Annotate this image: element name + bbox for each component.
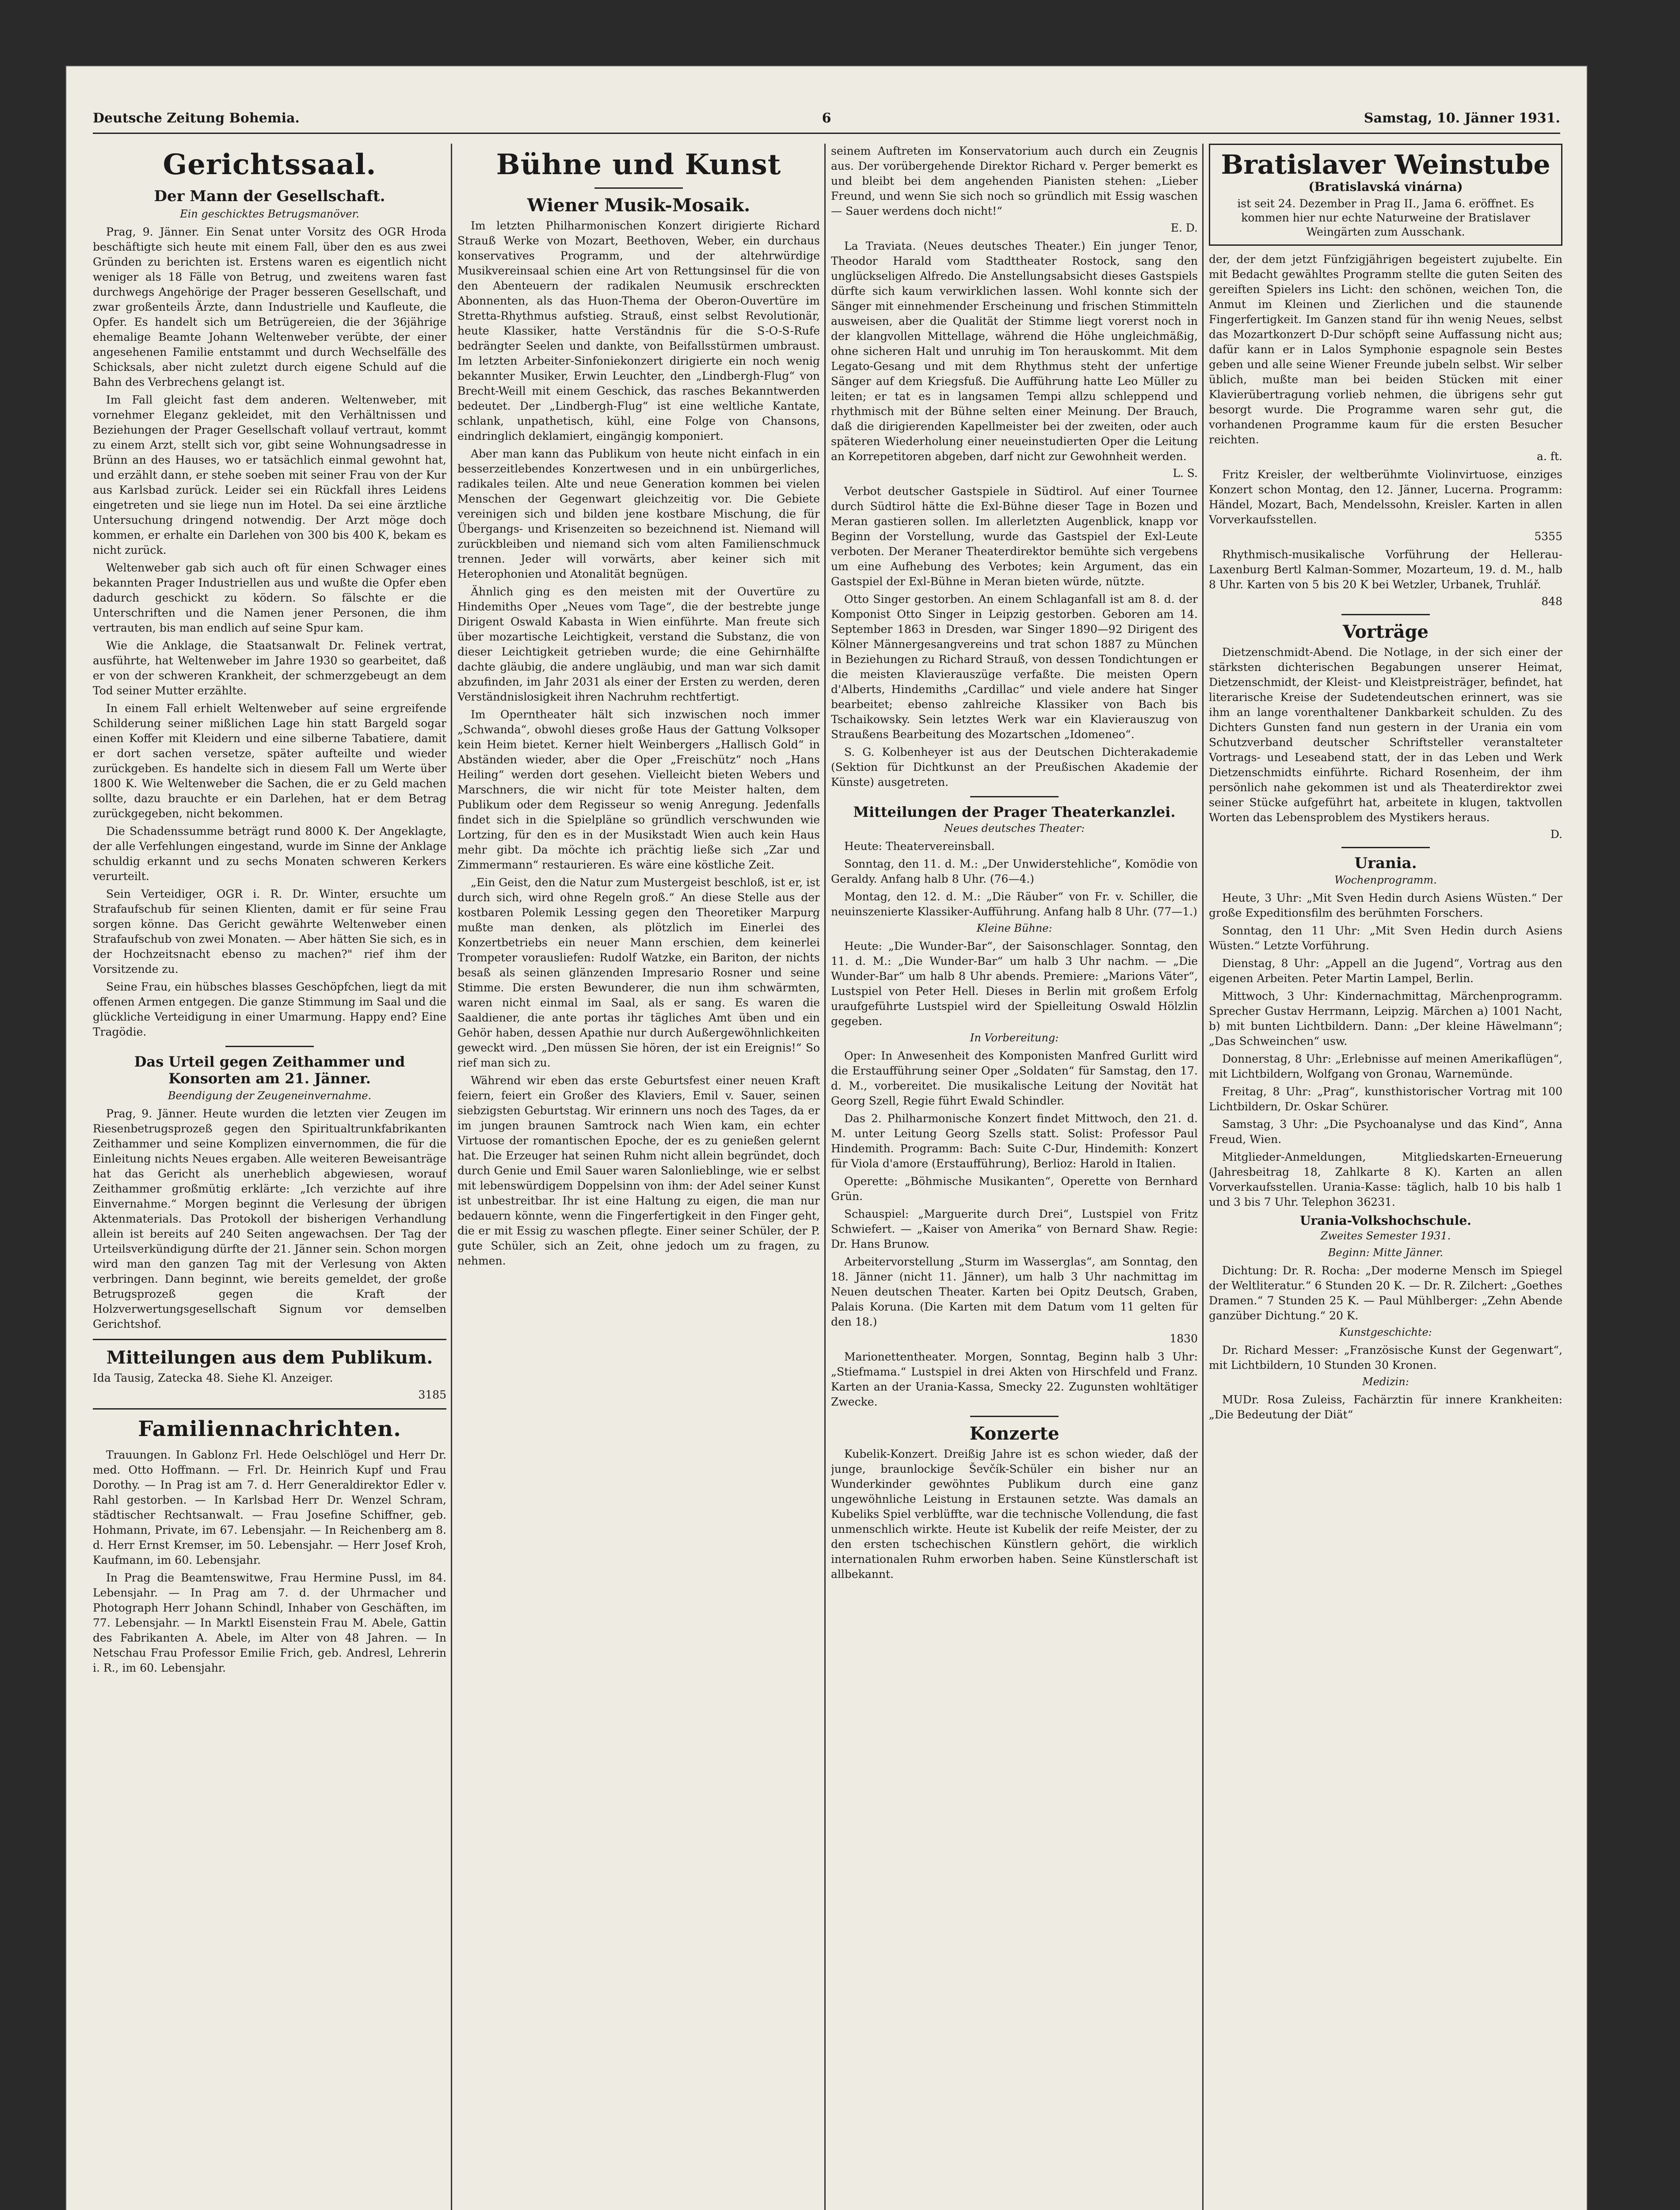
article-paragraph: seinem Auftreten im Konservatorium auch durch ein Zeugnis aus. Der vorübergehende Direktor Richard v. Perger bemerkt es und bleibt bei dem angehenden Pianisten stehen: „Lieber Freund, und wenn Sie sich noch so gründlich mit Essig waschen — Sauer werdens doch nicht!“ (831, 145, 1198, 217)
article-paragraph: Wie die Anklage, die Staatsanwalt Dr. Felinek vertrat, ausführte, hat Weltenweber im Jahre 1930 so gearbeitet, daß er von der schweren Krankheit, der schmerzgebeugt an dem Tod seiner Mutter erzählte. (93, 639, 446, 697)
column-rule (451, 144, 452, 2210)
article-paragraph: Im Fall gleicht fast dem anderen. Weltenweber, mit vornehmer Eleganz gekleidet, mit den Verhältnissen und Beziehungen der Prager Gesellschaft vollauf vertraut, kommt zu einem Arzt, stellt sich vor, gibt seine Wohnungsadresse in Brünn an des Hauses, wo er tatsächlich einmal gewohnt hat, und erzählt dann, er stehe soeben mit seiner Frau von der Kur aus Karlsbad zurück. Leider sei ein Rückfall ihres Leidens eingetreten und sie liege nun im Hotel. Da sei eine ärztliche Untersuchung dringend notwendig. Der Arzt möge doch kommen, er erhalte ein Darlehen von 300 bis 400 K, bekam es nicht zurück. (93, 393, 446, 556)
vhs-entry: MUDr. Rosa Zuleiss, Fachärztin für innere Krankheiten: „Die Bedeutung der Diät“ (1209, 1393, 1562, 1421)
masthead-left: Deutsche Zeitung Bohemia. (93, 110, 300, 126)
divider (970, 1416, 1059, 1417)
program-entry: Das 2. Philharmonische Konzert findet Mittwoch, den 21. d. M. unter Leitung Georg Szells statt. Solist: Professor Paul Hindemith. Programm: Bach: Suite C-Dur, Hindemith: Konzert für Viola d'amore (Erstaufführung), Berlioz: Harold in Italien. (831, 1112, 1198, 1170)
column-2 (457, 144, 820, 2210)
vhs-subject-heading: Medizin: (1362, 1376, 1409, 1388)
article-subheadline: Ein geschicktes Betrugsmanöver. (180, 208, 359, 220)
news-paragraph: Verbot deutscher Gastspiele in Südtirol. Auf einer Tournee durch Südtirol hätte die Exl-Bühne dieser Tage in Bozen und Meran gastieren sollen. Im allerletzten Augenblick, knapp vor Beginn der Vorstellung, wurde das Gastspiel der Exl-Leute verboten. Der Meraner Theaterdirektor bemühte sich vergebens um eine Aufhebung des Verbotes; kein Argument, das ein Gastspiel der Exl-Bühne in Meran bieten würde, nützte. (831, 485, 1198, 588)
vhs-subject-heading: Kunstgeschichte: (1339, 1326, 1432, 1338)
article-paragraph: Im Operntheater hält sich inzwischen noch immer „Schwanda“, obwohl dieses große Haus der Gattung Volksoper kein Heim bietet. Kerner hielt Weinbergers „Hallisch Gold“ in Abständen wieder, aber die Oper „Freischütz“ noch „Hans Heiling“ werden dort gesehen. Vielleicht bieten Webers und Marschners, die wir nicht für tote Meister halten, dem Publikum oder dem Regisseur so wenig Anregung. Jedenfalls findet sich in die Spielpläne so gründlich verschwunden wie Lortzing, für den es in der Musikstadt Wien auch kein Haus mehr gibt. Da möchte ich prächtig ließe sich „Zar und Zimmermann“ restaurieren. Es wäre eine köstliche Zeit. (457, 708, 820, 871)
program-entry: Heute: Theatervereinsball. (844, 840, 995, 853)
divider (93, 1339, 446, 1340)
divider (970, 796, 1059, 797)
urania-vhs-heading: Urania-Volkshochschule. (1300, 1213, 1471, 1228)
byline: E. D. (1170, 221, 1198, 234)
column-3 (831, 144, 1198, 2210)
subhead-neues-theater: Neues deutsches Theater: (944, 822, 1085, 834)
page-number: 6 (822, 110, 831, 126)
notice-number: 5355 (1534, 530, 1562, 543)
newspaper-page (66, 66, 1587, 2210)
urania-entry: Mitglieder-Anmeldungen, Mitgliedskarten-Erneuerung (Jahresbeitrag 18, Zahlkarte 8 K). Karten an allen Vorverkaufsstellen. Urania-Kasse: täglich, halb 10 bis halb 1 und 3 bis 7 Uhr. Telephon 36231. (1209, 1151, 1562, 1208)
advert-subtitle: (Bratislavská vinárna) (1308, 179, 1463, 194)
article-subheadline: Beendigung der Zeugeneinvernahme. (168, 1090, 372, 1102)
article-paragraph: Während wir eben das erste Geburtsfest einer neuen Kraft feiern, feiert ein Großer des Klaviers, Emil v. Sauer, seinen siebzigsten Geburtstag. Wir erinnern uns noch des Tages, da er im jungen braunen Samtrock nach Wien kam, ein echter Virtuose der romantischen Epoche, der es zu genießen gelernt hat. Die Erzeuger hat seinen Ruhm nicht allein begründet, doch durch Genie und Emil Sauer waren Salonlieblinge, wie er selbst mit lebenswürdigem Doppelsinn von ihm: der Adel seiner Kunst ist unbestreitbar. Ihr ist eine Haltung zu eigen, die man nur bedauern könnte, wenn die Fingerfertigkeit in den Finger geht, die er mit Essig zu waschen pflegte. Einer seiner Schüler, der P. gute Schüler, sich an Zeit, ohne jedoch um zu fragen, zu nehmen. (457, 1074, 820, 1267)
article-paragraph: Prag, 9. Jänner. Ein Senat unter Vorsitz des OGR Hroda beschäftigte sich heute mit einem Fall, über den es aus zwei Gründen zu berichten ist. Erstens waren es eigentlich nicht weniger als 18 Fälle von Betrug, und zweitens waren fast durchwegs Angehörige der Prager besseren Gesellschaft, und zwar großenteils Ärzte, dann Industrielle und Kaufleute, die Opfer. Es handelt sich um Betrügereien, die der 36jährige ehemalige Beamte Johann Weltenweber verübte, der einer angesehenen Familie entstammt und durch Wechselfälle des Schicksals, aber nicht zuletzt durch eigene Schuld auf die Bahn des Verbrechens gelangt ist. (93, 225, 446, 389)
concert-paragraph: der, der dem jetzt Fünfzigjährigen begeistert zujubelte. Ein mit Bedacht gewähltes Programm stellte die guten Seiten des gereiften Spielers ins Licht: den schönen, weichen Ton, die Anmut im Kleinen und Zierlichen und die staunende Fingerfertigkeit. Im Ganzen stand für ihn wenig Neues, selbst das Mozartkonzert D-Dur schöpft seine Auffassung nicht aus; dafür kann er in Lalos Symphonie espagnole sein Bestes geben und alle seine Wiener Freunde jubeln selbst. Wir selber üblich, mußte man bei beiden Stücken mit einer Klavierübertragung vorlieb nehmen, die übrigens sehr gut besorgt wurde. Die Programme waren sehr gut, die vorhandenen Programme kaum für die ersten Besucher reichten. (1209, 253, 1562, 446)
program-entry: Arbeitervorstellung „Sturm im Wasserglas“, am Sonntag, den 18. Jänner (nicht 11. Jänner), um halb 3 Uhr nachmittag im Neuen deutschen Theater. Karten bei Opitz Deutsch, Graben, Palais Koruna. (Die Karten mit dem Datum vom 11 gelten für den 18.) (831, 1255, 1198, 1328)
notice-number: 1830 (1170, 1332, 1198, 1345)
program-entry: Sonntag, den 11. d. M.: „Der Unwiderstehliche“, Komödie von Geraldy. Anfang halb 8 Uhr. (76—4.) (831, 857, 1198, 885)
family-paragraph: In Prag die Beamtenswitwe, Frau Hermine Pussl, im 84. Lebensjahr. — In Prag am 7. d. der Uhrmacher und Photograph Herr Johann Schindl, Inhaber von Geschäften, im 77. Lebensjahr. — In Marktl Eisenstein Frau M. Abele, Gattin des Fabrikanten A. Abele, im Alter von 48 Jahren. — In Netschau Frau Professor Emilie Frich, geb. Andresl, Lehrerin i. R., im 60. Lebensjahr. (93, 1571, 446, 1674)
program-entry: Marionettentheater. Morgen, Sonntag, Beginn halb 3 Uhr: „Stiefmama.“ Lustspiel in drei Akten von Hirschfeld und Franz. Karten an der Urania-Kassa, Smecky 22. Zugunsten wohltätiger Zwecke. (831, 1350, 1198, 1408)
subhead-in-preparation: In Vorbereitung: (970, 1032, 1059, 1044)
column-4 (1209, 144, 1562, 2210)
column-rule (1202, 144, 1204, 2210)
urania-vhs-subtitle: Zweites Semester 1931. (1320, 1230, 1451, 1242)
article-headline: Wiener Musik-Mosaik. (527, 195, 750, 216)
lecture-paragraph: Dietzenschmidt-Abend. Die Notlage, in der sich einer der stärksten dichterischen Begabungen unserer Heimat, Dietzenschmidt, der Kleist- und Kleistpreisträger, befindet, hat literarische Kreise der Sudetendeutschen erinnert, was sie ihm an lange vorenthaltener Dankbarkeit schulden. Zu des Dichters Gunsten fand nun gestern in der Urania ein vom Schutzverband deutscher Schriftsteller veranstalteter Vortrags- und Leseabend statt, der in das Leben und Werk Dietzenschmidts einführte. Richard Rosenheim, der ihm persönlich nahe gekommen ist und als Theaterdirektor zwei seiner Stücke aufgeführt hat, arbeitete in klugen, taktvollen Worten das Lebensproblem des Mystikers heraus. (1209, 646, 1562, 824)
review-paragraph: La Traviata. (Neues deutsches Theater.) Ein junger Tenor, Theodor Harald vom Stadttheater Rostock, sang den unglückseligen Alfredo. Die Anstellungsabsicht dieses Gastspiels dürfte sich kaum verwirklichen lassen. Wohl konnte sich der Sänger mit einnehmender Erscheinung und frischen Stimmitteln ausweisen, aber die Qualität der Stimme liegt vorerst noch in der klangvollen Mittellage, während die Höhe ungleichmäßig, ohne sicheren Halt und unruhig im Ton herauskommt. Mit dem Legato-Gesang und mit dem Rhythmus steht der unfertige Sänger auf dem Kriegsfuß. Die Aufführung hatte Leo Müller zu leiten; er tat es in langsamen Tempi allzu schleppend und rhythmisch mit der Bühne selten einer Meinung. Der Brauch, daß die dirigierenden Kapellmeister bei der zweiten, oder auch späteren Wiederholung einer neueinstudierten Oper die Leitung an Korrepetitoren abgeben, darf nicht zur Gewohnheit werden. (831, 240, 1198, 463)
byline: L. S. (1173, 467, 1198, 480)
section-title-concerts: Konzerte (969, 1423, 1059, 1444)
advert-title: Bratislaver Weinstube (1221, 149, 1550, 180)
divider (1341, 614, 1430, 615)
section-title-urania: Urania. (1354, 854, 1417, 872)
article-paragraph: Sein Verteidiger, OGR i. R. Dr. Winter, ersuchte um Strafaufschub für seinen Klienten, damit er für seine Frau sorgen könne. Das Gericht gewährte Weltenweber einen Strafaufschub von zwei Monaten. — Aber hätten Sie sich, es in der Hochzeitsnacht ebenso zu machen?" rief ihm der Vorsitzende zu. (93, 888, 446, 975)
urania-entry: Heute, 3 Uhr: „Mit Sven Hedin durch Asiens Wüsten.“ Der große Expeditionsfilm des berühmten Forschers. (1209, 892, 1562, 919)
program-entry: Oper: In Anwesenheit des Komponisten Manfred Gurlitt wird die Erstaufführung seiner Oper „Soldaten“ für Samstag, den 17. d. M., vorbereitet. Die musikalische Leitung der Novität hat Georg Szell, Regie führt Ewald Schindler. (831, 1049, 1198, 1107)
subhead-kleine-buehne: Kleine Bühne: (976, 922, 1052, 934)
news-paragraph: Otto Singer gestorben. An einem Schlaganfall ist am 8. d. der Komponist Otto Singer in Leipzig gestorben. Geboren am 14. September 1863 in Dresden, war Singer 1890—92 Dirigent des Kölner Männergesangvereins und trat schon 1887 zu München in Beziehungen zu Richard Strauß, von dessen Tondichtungen er die meisten Klavierauszüge verfaßte. Die meisten Opern d'Alberts, Hindemiths „Cardillac“ und viele andere hat Singer bearbeitet; ebenso zahlreiche Klassiker von Bach bis Tschaikowsky. Sein letztes Werk war ein Klavierauszug von Straußens Bearbeitung des Mozartschen „Idomeneo“. (831, 593, 1198, 741)
program-entry: Heute: „Die Wunder-Bar“, der Saisonschlager. Sonntag, den 11. d. M.: „Die Wunder-Bar“ um halb 3 Uhr nachm. — „Die Wunder-Bar“ um halb 8 Uhr abends. Premiere: „Marions Väter“, Lustspiel von Peter Hell. Dieses in Berlin mit großem Erfolg uraufgeführte Lustspiel wird der Spielleitung Oswald Hölzlin gegeben. (831, 940, 1198, 1028)
section-title-court: Gerichtssaal. (163, 148, 377, 181)
vhs-entry: Dr. Richard Messer: „Französische Kunst der Gegenwart“, mit Lichtbildern, 10 Stunden 30 Kronen. (1209, 1344, 1562, 1372)
article-paragraph: Aber man kann das Publikum von heute nicht einfach in ein besserzeitlebendes Konzertwesen und in ein unbürgerliches, radikales teilen. Alte und neue Generation kommen bei vielen Menschen der Gegenwart gleichzeitig vor. Die Gebiete vereinigen sich und bilden jene kostbare Mischung, die für Übergangs- und Krisenzeiten so bezeichnend ist. Niemand will zurückbleiben und niemand sich vom alten Familienschmuck trennen. Jeder will vorwärts, aber keiner sich mit Heterophonien und Atonalität begnügen. (457, 447, 820, 580)
running-head (93, 110, 1560, 134)
article-headline: Das Urteil gegen Zeithammer und Konsorten am 21. Jänner. (134, 1053, 405, 1087)
program-entry: Montag, den 12. d. M.: „Die Räuber“ von Fr. v. Schiller, die neuinszenierte Klassiker-Aufführung. Anfang halb 8 Uhr. (77—1.) (831, 890, 1198, 918)
byline: D. (1550, 828, 1562, 841)
divider (594, 187, 683, 189)
concert-notice: Rhythmisch-musikalische Vorführung der Hellerau-Laxenburg Bertl Kalman-Sommer, Mozarteum, 19. d. M., halb 8 Uhr. Karten von 5 bis 20 K bei Wetzler, Urbanek, Truhlář. (1209, 548, 1562, 591)
divider (225, 1046, 314, 1047)
column-rule (824, 144, 826, 2210)
divider (93, 1408, 446, 1410)
urania-subtitle: Wochenprogramm. (1334, 874, 1437, 886)
urania-entry: Freitag, 8 Uhr: „Prag“, kunsthistorischer Vortrag mit 100 Lichtbildern, Dr. Oskar Schürer. (1209, 1085, 1562, 1113)
concert-paragraph: Kubelik-Konzert. Dreißig Jahre ist es schon wieder, daß der junge, braunlockige Ševčík-Schüler ein bisher nur an Wunderkinder gewöhntes Publikum durch eine ganz ungewöhnliche Leistung in Erstaunen setzte. Was damals an Kubeliks Spiel verblüffte, war die technische Vollendung, die fast unmenschlich wirkte. Heute ist Kubelik der reife Meister, der zu den ersten tschechischen Künstlern gehört, die wirklich internationalen Ruhm erworben haben. Seine Künstlerschaft ist allbekannt. (831, 1448, 1198, 1581)
advert-body: ist seit 24. Dezember in Prag II., Jama 6. eröffnet. Es kommen hier nur echte Naturweine der Bratislaver Weingärten zum Ausschank. (1237, 197, 1534, 238)
notice-text: Ida Tausig, Zatecka 48. Siehe Kl. Anzeiger. (93, 1372, 333, 1384)
vhs-entry: Dichtung: Dr. R. Rocha: „Der moderne Mensch im Spiegel der Weltliteratur.“ 6 Stunden 20 K. — Dr. R. Zilchert: „Goethes Dramen.“ 7 Stunden 25 K. — Paul Mühlberger: „Zehn Abende ganzüber Dichtung.“ 20 K. (1209, 1264, 1562, 1322)
article-paragraph: In einem Fall erhielt Weltenweber auf seine ergreifende Schilderung seiner mißlichen Lage hin statt Bargeld sogar einen Koffer mit Kleidern und eine silberne Tabatiere, damit er dort sachen versetze, später aufteilte und wieder zurückgeben. Es handelte sich in diesem Fall um Werte über 1800 K. Wie Weltenweber die Sachen, die er zu Geld machen sollte, dazu brauchte er ein Darlehen, hat er dem Betrag zurückgegeben, nicht bekommen. (93, 702, 446, 820)
section-title-theater-office: Mitteilungen der Prager Theaterkanzlei. (853, 804, 1176, 820)
article-paragraph: Prag, 9. Jänner. Heute wurden die letzten vier Zeugen im Riesenbetrugsprozeß gegen den Spiritualtrunkfabrikanten Zeithammer und seine Komplizen einvernommen, die für die Einleitung nichts Neues ergaben. Alle weiteren Beweisanträge hat das Gericht als unerheblich abgewiesen, worauf Zeithammer großmütig erklärte: „Ich verzichte auf ihre Einvernahme.“ Morgen beginnt die Verlesung der übrigen Aktenmaterials. Das Protokoll der bisherigen Verhandlung allein ist bereits auf 240 Seiten angewachsen. Der Tag der Urteilsverkündigung dürfte der 21. Jänner sein. Schon morgen wird man den ganzen Tag mit der Verlesung von Akten verbringen. Dann beginnt, wie bereits gemeldet, der große Betrugsprozeß gegen die Kraft der Holzverwertungsgesellschaft Signum vor demselben Gerichtshof. (93, 1107, 446, 1330)
program-entry: Schauspiel: „Marguerite durch Drei“, Lustspiel von Fritz Schwiefert. — „Kaiser von Amerika“ von Bernard Shaw. Regie: Dr. Hans Brunow. (831, 1208, 1198, 1250)
article-paragraph: Seine Frau, ein hübsches blasses Geschöpfchen, liegt da mit offenen Armen entgegen. Die ganze Stimmung im Saal und die glückliche Verteidigung in einer Umarmung. Happy end? Eine Tragödie. (93, 980, 446, 1038)
notice-number: 3185 (418, 1388, 446, 1401)
urania-entry: Donnerstag, 8 Uhr: „Erlebnisse auf meinen Amerikaflügen“, mit Lichtbildern, Wolfgang von Gronau, Warnemünde. (1209, 1052, 1562, 1080)
column-1 (93, 144, 446, 2210)
article-paragraph: Die Schadenssumme beträgt rund 8000 K. Der Angeklagte, der alle Verfehlungen eingestand, wurde im Sinne der Anklage schuldig erkannt und zu sechs Monaten schweren Kerkers verurteilt. (93, 825, 446, 883)
article-paragraph: Im letzten Philharmonischen Konzert dirigierte Richard Strauß Werke von Mozart, Beethoven, Weber, ein durchaus konservatives Programm, und der altehrwürdige Musikvereinsaal schien eine Art von Rettungsinsel für die von den Abenteuern der radikalen Neumusik erschreckten Abonnenten, als das Huon-Thema der Oberon-Ouvertüre im Stretta-Rhythmus aufstieg. Strauß, einst selbst Revolutionär, heute Klassiker, hatte Verständnis für die S-O-S-Rufe bedrängter Seelen und dankte, von Beifallsstürmen umbraust. Im letzten Arbeiter-Sinfoniekonzert dirigierte ein noch wenig bekannter Musiker, Erwin Leuchter, den „Lindbergh-Flug“ von Brecht-Weill mit einem Geschick, das rasches Bekanntwerden bedeutet. Der „Lindbergh-Flug“ ist eine weltliche Kantate, schlank, unpathetisch, kühl, eine Folge von Chansons, eindringlich deklamiert, eingängig komponiert. (457, 219, 820, 442)
section-title-stage-and-art: Bühne und Kunst (496, 148, 781, 181)
urania-vhs-start: Beginn: Mitte Jänner. (1328, 1246, 1444, 1259)
family-paragraph: Trauungen. In Gablonz Frl. Hede Oelschlögel und Herr Dr. med. Otto Hoffmann. — Frl. Dr. Heinrich Kupf und Frau Dorothy. — In Prag ist am 7. d. Herr Generaldirektor Edler v. Rahl gestorben. — In Karlsbad Herr Dr. Wenzel Schram, städtischer Rechtsanwalt. — Frau Josefine Schiffner, geb. Hohmann, Private, im 67. Lebensjahr. — In Reichenberg am 8. d. Herr Ernst Kremser, im 50. Lebensjahr. — Herr Josef Kroh, Kaufmann, im 60. Lebensjahr. (93, 1448, 446, 1566)
advertisement-weinstube (1209, 144, 1562, 246)
article-paragraph: Ähnlich ging es den meisten mit der Ouvertüre zu Hindemiths Oper „Neues vom Tage“, die der bestrebte junge Dirigent Oswald Kabasta in Wien einführte. Man freute sich über mozartische Leichtigkeit, verstand die Substanz, die von dieser Leichtigkeit getrieben wurde; die eine Gehirnhälfte dachte gläubig, die andere ungläubig, und man war sich damit abzufinden, im Jahr 2031 als einer der Ersten zu werden, deren Verständnislosigkeit ihren Nachruhm rechtfertigt. (457, 585, 820, 703)
urania-entry: Samstag, 3 Uhr: „Die Psychoanalyse und das Kind“, Anna Freud, Wien. (1209, 1118, 1562, 1146)
section-title-family: Familiennachrichten. (138, 1417, 401, 1441)
news-paragraph: S. G. Kolbenheyer ist aus der Deutschen Dichterakademie (Sektion für Dichtkunst an der Preußischen Akademie der Künste) ausgetreten. (831, 746, 1198, 789)
notice-number: 848 (1541, 595, 1562, 608)
urania-entry: Mittwoch, 3 Uhr: Kindernachmittag, Märchenprogramm. Sprecher Gustav Herrmann, Leipzig. Märchen a) 1001 Nacht, b) mit bunten Lichtbildern. Dann: „Der kleine Häwelmann“; „Das Schweinchen“ usw. (1209, 990, 1562, 1048)
urania-entry: Sonntag, den 11 Uhr: „Mit Sven Hedin durch Asiens Wüsten.“ Letzte Vorführung. (1209, 924, 1562, 952)
program-entry: Operette: „Böhmische Musikanten“, Operette von Bernhard Grün. (831, 1175, 1198, 1203)
section-title-lectures: Vorträge (1342, 621, 1429, 642)
section-title-public: Mitteilungen aus dem Publikum. (106, 1347, 433, 1368)
article-paragraph: Weltenweber gab sich auch oft für einen Schwager eines bekannten Prager Industriellen aus und wußte die Opfer eben dadurch geschickt zu ködern. So fälschte er die Unterschriften und die Namen jener Personen, die ihm vertrauten, bis man endlich auf seine Spur kam. (93, 561, 446, 634)
urania-entry: Dienstag, 8 Uhr: „Appell an die Jugend“, Vortrag aus den eigenen Arbeiten. Peter Martin Lampel, Berlin. (1209, 957, 1562, 985)
article-paragraph: „Ein Geist, den die Natur zum Mustergeist beschloß, ist er, ist durch sich, wird ohne Regeln groß.“ An diese Stelle aus der kostbaren Polemik Lessing gegen den Theoretiker Marpurg mußte man denken, als plötzlich im Einerlei des Konzertbetriebs ein neuer Mann erschien, dem keinerlei Trompeter vorausliefen: Rudolf Watzke, ein Bariton, der nichts besaß als seinen glänzenden Impresario Rosner und seine Stimme. Die ersten Bewunderer, die nun ihm schwärmten, waren nicht einmal im Saal, als er sang. Es waren die Saaldiener, die ante portas ihr tägliches Amt üben und ein Gehör haben, dessen Apathie nur durch Außergewöhnlichkeiten geweckt wird. „Den müssen Sie hören, der ist ein Ereignis!“ So rief man sich zu. (457, 876, 820, 1069)
divider (1341, 847, 1430, 848)
concert-notice: Fritz Kreisler, der weltberühmte Violinvirtuose, einziges Konzert schon Montag, den 12. Jänner, Lucerna. Programm: Händel, Mozart, Bach, Mendelssohn, Kreisler. Karten in allen Vorverkaufsstellen. (1209, 468, 1562, 526)
byline: a. ft. (1536, 450, 1562, 463)
date-line: Samstag, 10. Jänner 1931. (1364, 110, 1560, 126)
article-headline: Der Mann der Gesellschaft. (154, 187, 385, 205)
